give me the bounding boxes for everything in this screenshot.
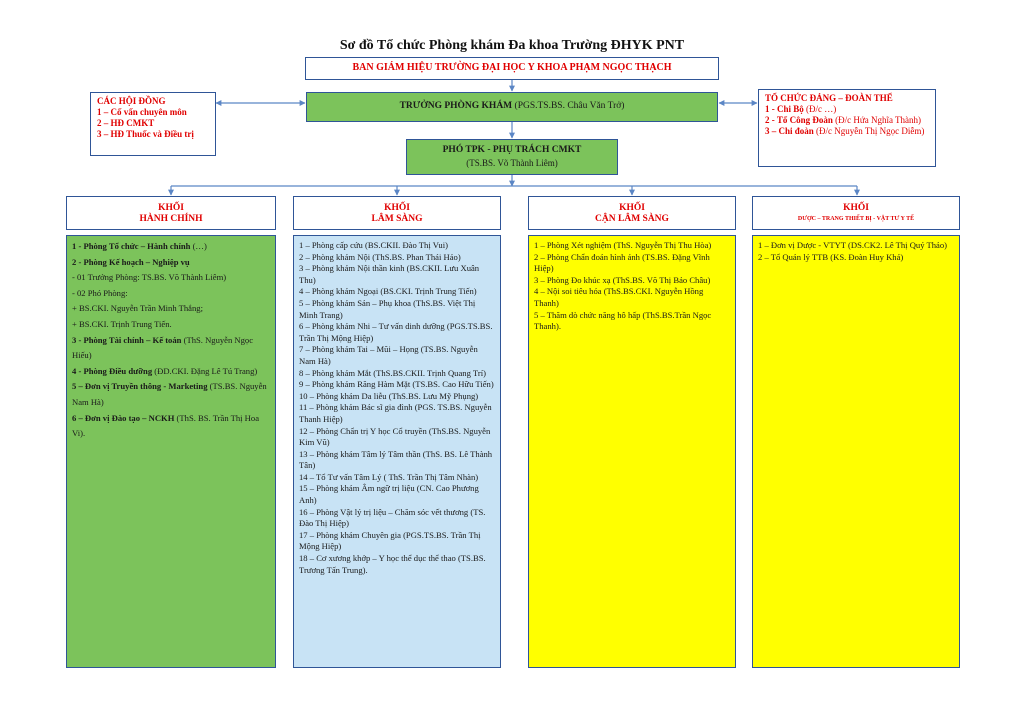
council-item: 1 – Cố vấn chuyên môn bbox=[97, 107, 187, 117]
admin-block-body bbox=[66, 235, 276, 668]
paraclinical-block-body bbox=[528, 235, 736, 668]
list-item: 9 – Phòng khám Răng Hàm Mặt (TS.BS. Cao Hữu Tiến) bbox=[299, 379, 494, 390]
list-item: 2 – Phòng Chẩn đoán hình ảnh (TS.BS. Đặng Vĩnh Hiệp) bbox=[534, 251, 710, 274]
list-item: 1 – Phòng cấp cứu (BS.CKII. Đào Thị Vui) bbox=[299, 240, 448, 250]
deputy-person: (TS.BS. Võ Thành Liêm) bbox=[466, 158, 558, 168]
head-person: (PGS.TS.BS. Châu Văn Trở) bbox=[512, 101, 625, 111]
pharmacy-block-header: KHỐI DƯỢC – TRANG THIẾT BỊ - VẬT TƯ Y TẾ bbox=[752, 196, 960, 230]
list-item: 4 - Phòng Điều dưỡng (ĐD.CKI. Đặng Lê Tú Trang) bbox=[72, 365, 258, 376]
council-item: 3 – HĐ Thuốc và Điều trị bbox=[97, 129, 194, 139]
list-item: 8 – Phòng khám Mắt (ThS.BS.CKII. Trịnh Quang Trí) bbox=[299, 367, 486, 378]
list-item: 2 – Phòng khám Nội (ThS.BS. Phan Thái Hảo) bbox=[299, 251, 461, 262]
deputy-title: PHÓ TPK - PHỤ TRÁCH CMKT bbox=[442, 145, 582, 155]
list-item: 3 - Phòng Tài chính – Kế toán (ThS. Nguyễn Ngọc Hiếu) bbox=[72, 334, 254, 361]
councils-box bbox=[90, 92, 216, 156]
org-item: 3 – Chi đoàn (Đ/c Nguyễn Thị Ngọc Diễm) bbox=[765, 126, 925, 136]
list-item: 5 – Thăm dò chức năng hô hấp (ThS.BS.Trần Ngọc Thanh). bbox=[534, 309, 712, 332]
clinical-block-header: KHỐI LÂM SÀNG bbox=[293, 196, 501, 230]
list-item: 7 – Phòng khám Tai – Mũi – Họng (TS.BS. Nguyễn Nam Hà) bbox=[299, 344, 478, 366]
list-item: 3 – Phòng khám Nội thần kinh (BS.CKII. Lưu Xuân Thu) bbox=[299, 263, 480, 285]
head-title: TRƯỞNG PHÒNG KHÁM bbox=[399, 101, 513, 111]
list-item: 14 – Tổ Tư vấn Tâm Lý ( ThS. Trần Thị Tâm Nhàn) bbox=[299, 471, 479, 482]
list-item: 13 – Phòng khám Tâm lý Tâm thần (ThS. BS. Lê Thành Tân) bbox=[299, 448, 493, 471]
list-item: + BS.CKI. Nguyễn Trần Minh Thắng; bbox=[72, 303, 203, 314]
board-box: BAN GIÁM HIỆU TRƯỜNG ĐẠI HỌC Y KHOA PHẠM NGỌC THẠCH bbox=[305, 57, 719, 80]
councils-title: CÁC HỘI ĐỒNG bbox=[97, 96, 166, 106]
list-item: 1 – Đơn vị Dược - VTYT (DS.CK2. Lê Thị Quý Thảo) bbox=[758, 240, 948, 250]
council-item: 2 – HĐ CMKT bbox=[97, 118, 155, 128]
list-item: 10 – Phòng khám Da liễu (ThS.BS. Lưu Mỹ Phụng) bbox=[299, 390, 479, 401]
list-item: 4 – Phòng khám Ngoại (BS.CKI. Trịnh Trung Tiến) bbox=[299, 286, 477, 297]
list-item: 15 – Phòng khám Âm ngữ trị liệu (CN. Cao Phương Anh) bbox=[299, 483, 479, 506]
list-item: 6 – Phòng khám Nhi – Tư vấn dinh dưỡng (PGS.TS.BS. Trần Thị Mộng Hiệp) bbox=[299, 321, 493, 343]
list-item: 12 – Phòng Chẩn trị Y học Cổ truyền (ThS.BS. Nguyễn Kim Vũ) bbox=[299, 425, 491, 448]
org-item: 2 - Tổ Công Đoàn (Đ/c Hứa Nghĩa Thành) bbox=[765, 115, 922, 125]
orgs-title: TỔ CHỨC ĐẢNG – ĐOÀN THỂ bbox=[765, 93, 893, 103]
deputy-box bbox=[406, 139, 618, 175]
clinical-block-body bbox=[293, 235, 501, 668]
list-item: 17 – Phòng khám Chuyên gia (PGS.TS.BS. Trần Thị Mộng Hiệp) bbox=[299, 529, 481, 552]
admin-block-header: KHỐI HÀNH CHÍNH bbox=[66, 196, 276, 230]
list-item: 1 – Phòng Xét nghiệm (ThS. Nguyễn Thị Thu Hòa) bbox=[534, 240, 712, 250]
list-item: 2 - Phòng Kế hoạch – Nghiệp vụ bbox=[72, 256, 190, 267]
head-box bbox=[306, 92, 718, 122]
list-item: 18 – Cơ xương khớp – Y học thể dục thể thao (TS.BS. Trương Tấn Trung). bbox=[299, 553, 486, 575]
list-item: 5 – Đơn vị Truyền thông - Marketing (TS.BS. Nguyễn Nam Hà) bbox=[72, 381, 267, 407]
page-title: Sơ đồ Tổ chức Phòng khám Đa khoa Trường ĐHYK PNT bbox=[339, 38, 685, 53]
list-item: 1 - Phòng Tổ chức – Hành chính (…) bbox=[72, 241, 207, 251]
list-item: 5 – Phòng khám Sản – Phụ khoa (ThS.BS. Việt Thị Minh Trang) bbox=[299, 297, 476, 320]
list-item: - 01 Trưởng Phòng: TS.BS. Võ Thành Liêm) bbox=[72, 272, 227, 283]
party-orgs-box bbox=[758, 89, 936, 167]
list-item: 6 – Đơn vị Đào tạo – NCKH (ThS. BS. Trần Thị Hoa Vi). bbox=[72, 412, 260, 439]
list-item: + BS.CKI. Trịnh Trung Tiến. bbox=[72, 318, 172, 329]
org-item: 1 - Chi Bộ (Đ/c …) bbox=[765, 104, 837, 114]
list-item: 16 – Phòng Vật lý trị liệu – Chăm sóc vết thương (TS. Đào Thị Hiệp) bbox=[299, 506, 486, 529]
list-item: 3 – Phòng Đo khúc xạ (ThS.BS. Võ Thị Bảo Châu) bbox=[534, 274, 711, 285]
list-item: 11 – Phòng khám Bác sĩ gia đình (PGS. TS.BS. Nguyễn Thanh Hiệp) bbox=[299, 402, 492, 424]
list-item: 4 – Nội soi tiêu hóa (ThS.BS.CKI. Nguyễn Hồng Thanh) bbox=[534, 286, 704, 308]
list-item: - 02 Phó Phòng: bbox=[72, 287, 128, 298]
paraclinical-block-header: KHỐI CẬN LÂM SÀNG bbox=[528, 196, 736, 230]
pharmacy-block-body bbox=[752, 235, 960, 668]
list-item: 2 – Tổ Quản lý TTB (KS. Đoàn Huy Khá) bbox=[758, 251, 904, 262]
